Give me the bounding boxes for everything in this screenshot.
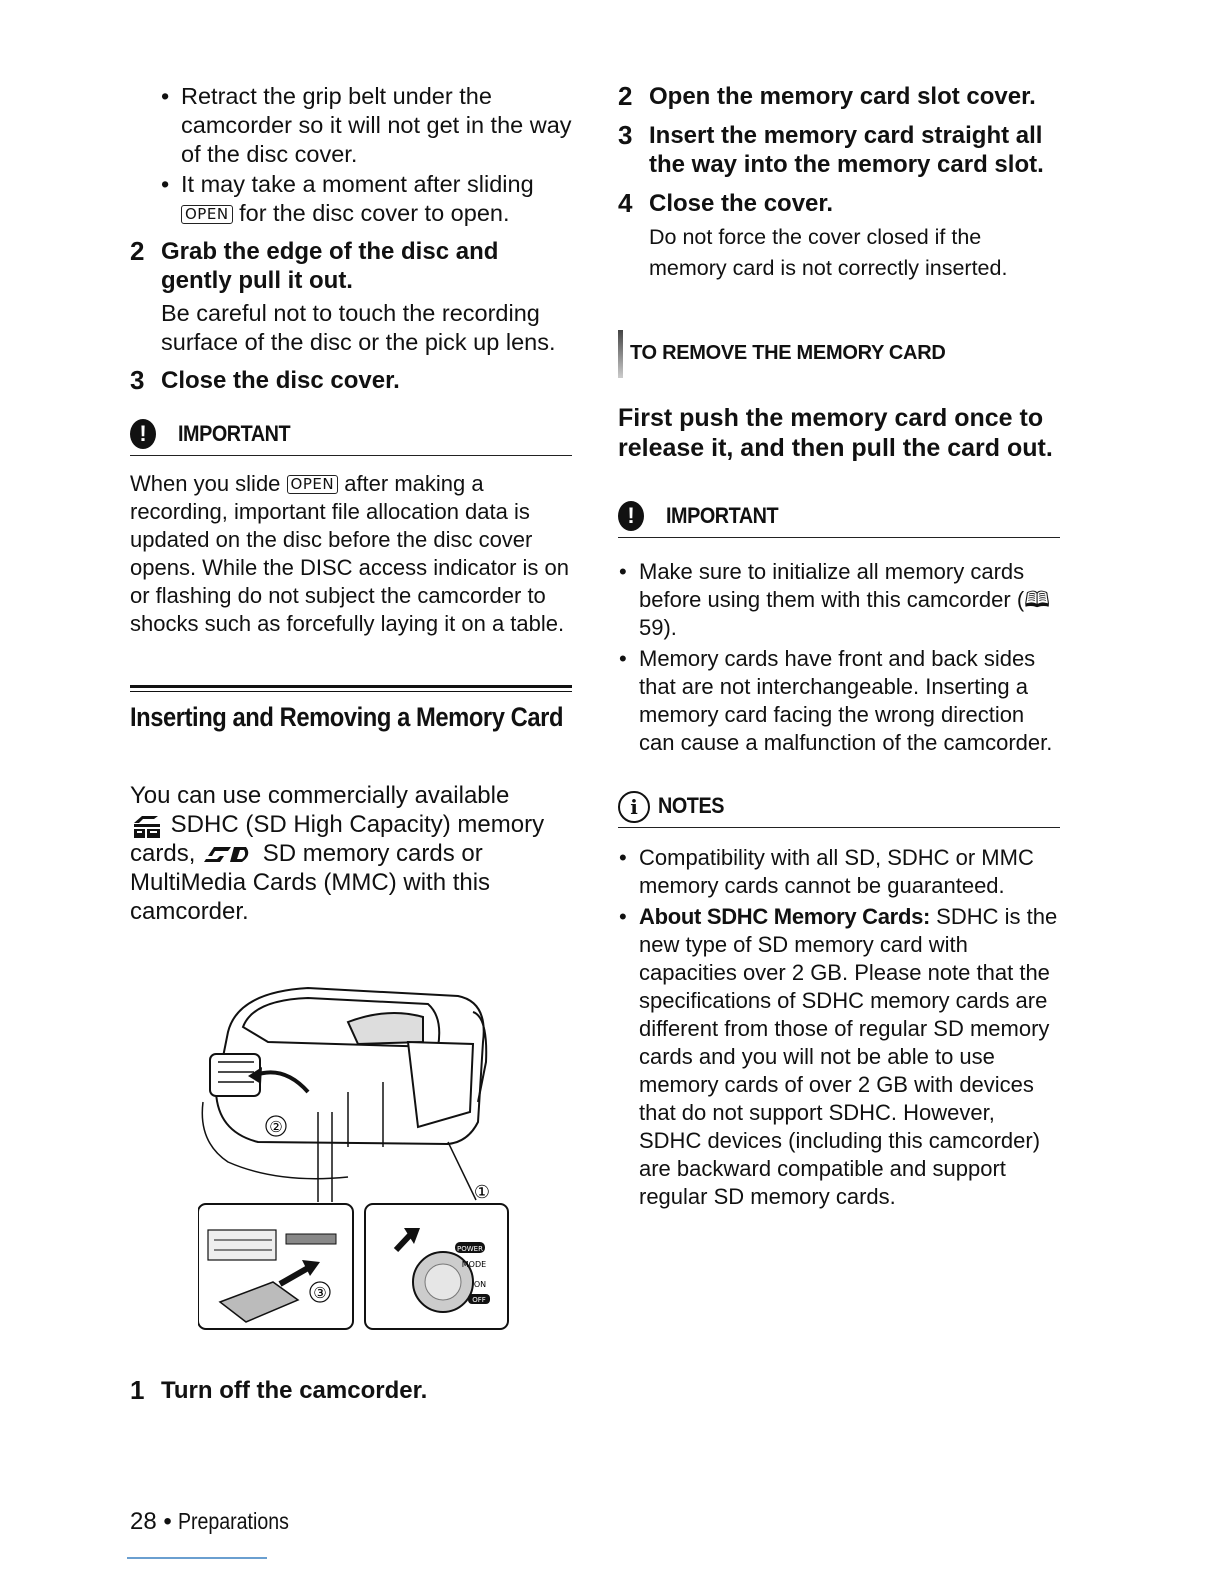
callout-3: ③: [313, 1284, 327, 1302]
open-key: OPEN: [287, 475, 339, 494]
important-header: ! IMPORTANT: [130, 419, 572, 456]
important-icon: !: [130, 419, 156, 449]
callout-2: ②: [269, 1118, 283, 1136]
remove-card-instruction: First push the memory card once to release it, and then pull the card out.: [618, 404, 1053, 462]
power-dial-inset: [365, 1204, 508, 1329]
left-column: [130, 82, 572, 1405]
footer-rule: [127, 1557, 267, 1559]
remove-card-heading: TO REMOVE THE MEMORY CARD: [618, 342, 1060, 365]
right-column: [618, 82, 1060, 1214]
disc-bullets: [181, 82, 572, 228]
important-icon: !: [618, 501, 644, 531]
notes-header: i NOTES: [618, 791, 1060, 828]
page-ref: 🕮 59: [639, 587, 1051, 640]
dial-off-label: OFF: [472, 1296, 486, 1304]
heading-bar: [618, 330, 623, 378]
sd-logo-icon: [202, 844, 256, 866]
list-item: • It may take a moment after sliding OPEN for the disc cover to open.: [181, 170, 572, 228]
step-2-title: 2 Grab the edge of the disc and gently pull it out.: [130, 236, 499, 294]
section-divider: [130, 685, 572, 692]
step-2-body: Be careful not to touch the recording surface of the disc or the pick up lens.: [161, 300, 556, 355]
step-3-title: 3 Close the disc cover.: [130, 365, 400, 395]
list-item: • Compatibility with all SD, SDHC or MMC memory cards cannot be guaranteed.: [639, 844, 1060, 900]
page-footer: 28 • Preparations: [130, 1508, 290, 1535]
step-2-title: 2 Open the memory card slot cover.: [618, 81, 1036, 111]
list-item: • About SDHC Memory Cards: SDHC is the new type of SD memory card with capacities over 2 GB. Please note that the specifications of SDHC memory cards are different from those of regular SD memory cards and you will not be able to use memory cards of over 2 GB with devices that do not support SDHC. However, SDHC devices (including this camcorder) are backward compatible and support regular SD memory cards.: [639, 903, 1060, 1211]
info-icon: i: [618, 791, 650, 823]
callout-1: ①: [473, 1182, 491, 1203]
dial-power-label: POWER: [457, 1245, 483, 1253]
section-title: Inserting and Removing a Memory Card: [130, 702, 564, 732]
camcorder-illustration: [198, 972, 558, 1342]
list-item: • Memory cards have front and back sides that are not interchangeable. Inserting a memory card facing the wrong direction can cause a malfunction of the camcorder.: [639, 645, 1060, 757]
important-text: When you slide OPEN after making a recording, important file allocation data is updated on the disc before the disc cover opens. While the DISC access indicator is on or flashing do not subject the camcorder to shocks such as forcefully laying it on a table.: [130, 471, 569, 636]
open-key: OPEN: [181, 205, 233, 224]
notes-bullets: [639, 844, 1060, 1211]
section-name: Preparations: [178, 1508, 290, 1534]
step-3-title: 3 Insert the memory card straight all the way into the memory card slot.: [618, 120, 1044, 178]
step-1-title: 1 Turn off the camcorder.: [130, 1375, 428, 1405]
intro-text: You can use commercially available SDHC (SD High Capacity) memory cards, SD memory cards or MultiMedia Cards (MMC) with this camcorder.: [130, 782, 545, 925]
important-bullets: [639, 558, 1060, 757]
list-item: • Make sure to initialize all memory cards before using them with this camcorder (🕮 59).: [639, 558, 1060, 642]
sdhc-logo-icon: [130, 813, 164, 839]
list-item: • Retract the grip belt under the camcorder so it will not get in the way of the disc cover.: [181, 82, 572, 169]
step-4-body: Do not force the cover closed if the memory card is not correctly inserted.: [649, 225, 1008, 280]
card-slot-inset: [198, 1204, 353, 1329]
page-number: 28: [130, 1508, 157, 1535]
dial-on-label: ON: [473, 1280, 487, 1289]
step-4-title: 4 Close the cover.: [618, 188, 834, 218]
important-header: ! IMPORTANT: [618, 501, 1060, 538]
dial-mode-label: MODE: [461, 1260, 487, 1269]
